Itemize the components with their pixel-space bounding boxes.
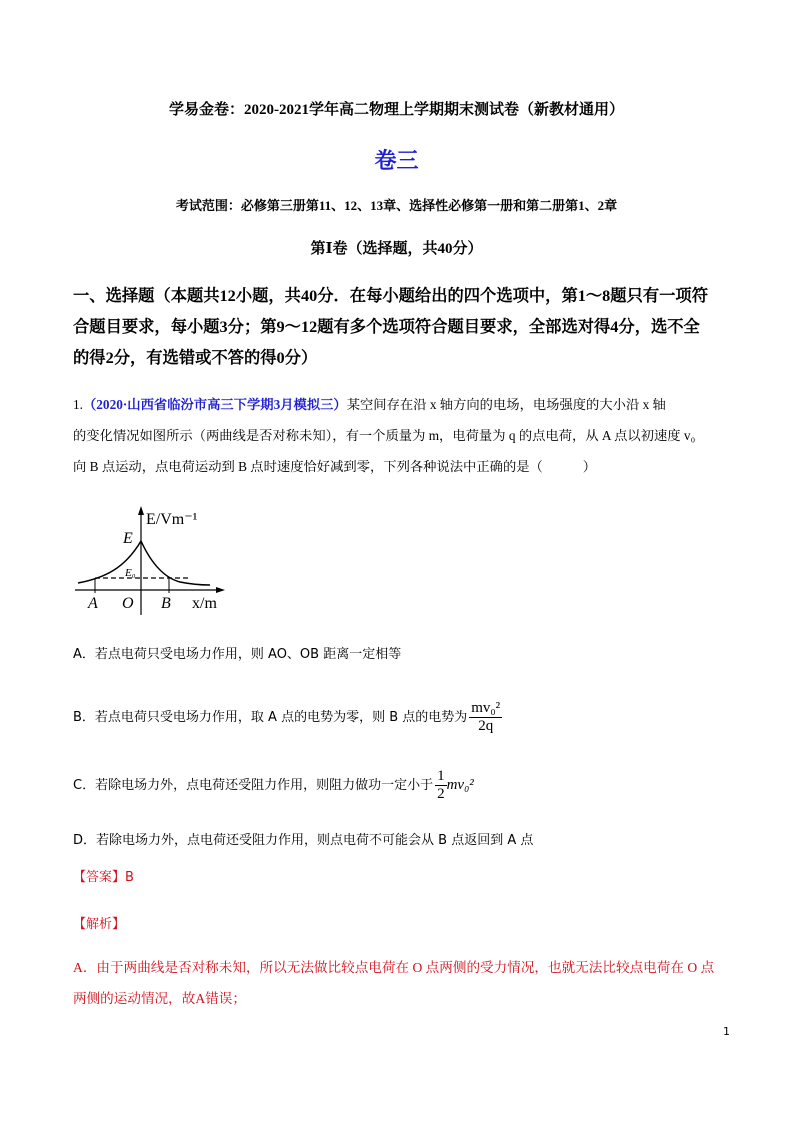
section-instruction-line: 一、选择题（本题共12小题，共40分．在每小题给出的四个选项中，第1～8题只有一项符	[73, 286, 708, 305]
fraction-denominator: 2	[437, 785, 445, 802]
option-b-fraction	[469, 700, 502, 734]
analysis-label: 【解析】	[73, 917, 126, 932]
section-instruction-line: 合题目要求，每小题3分；第9～12题有多个选项符合题目要求，全部选对得4分，选不全	[73, 317, 700, 336]
e0-label: E₀	[125, 567, 136, 579]
option-c	[73, 768, 474, 802]
question-text: 向 B 点运动，点电荷运动到 B 点时速度恰好减到零，下列各种说法中正确的是（ ）	[73, 459, 597, 474]
y-axis-arrow	[138, 506, 144, 515]
question-text: 的变化情况如图所示（两曲线是否对称未知），有一个质量为 m，电荷量为 q 的点电荷，从 A 点以初速度 v₀	[73, 428, 696, 443]
analysis-text: 两侧的运动情况，故A错误；	[73, 991, 246, 1006]
question-number: 1.	[73, 397, 83, 412]
fraction-denominator: 2q	[478, 717, 494, 734]
option-b-text: B．若点电荷只受电场力作用，取 A 点的电势为零，则 B 点的电势为	[73, 709, 468, 725]
volume-title: 卷三	[374, 148, 419, 173]
x-axis-label: x/m	[192, 595, 217, 612]
exam-scope: 考试范围：必修第三册第11、12、13章、选择性必修第一册和第二册第1、2章	[175, 198, 618, 213]
option-a: A．若点电荷只受电场力作用，则 AO、OB 距离一定相等	[73, 647, 402, 662]
answer-label: 【答案】B	[73, 870, 134, 885]
question-line	[73, 398, 666, 411]
option-c-expression: mv₀²	[446, 776, 474, 793]
fraction-numerator: mv₀²	[471, 700, 501, 716]
page-number: 1	[723, 1025, 730, 1038]
fraction-numerator: 1	[437, 768, 445, 784]
x-axis-arrow	[216, 587, 225, 593]
question-text: 某空间存在沿 x 轴方向的电场，电场强度的大小沿 x 轴	[346, 397, 666, 412]
point-b-label: B	[161, 595, 171, 612]
section-instruction-line: 的得2分，有选错或不答的得0分）	[73, 348, 318, 367]
y-axis-label: E/Vm⁻¹	[146, 511, 198, 528]
option-c-text: C．若除电场力外，点电荷还受阻力作用，则阻力做功一定小于	[73, 777, 434, 793]
electric-field-figure	[70, 503, 240, 618]
peak-label: E	[123, 530, 133, 547]
point-a-label: A	[88, 595, 98, 612]
point-o-label: O	[122, 595, 134, 612]
question-source: （2020·山西省临汾市高三下学期3月模拟三）	[82, 397, 347, 412]
document-title: 学易金卷：2020-2021学年高二物理上学期期末测试卷（新教材通用）	[169, 102, 624, 118]
analysis-text: A．由于两曲线是否对称未知，所以无法做比较点电荷在 O 点两侧的受力情况，也就无法比较点电荷在 O 点	[73, 960, 715, 975]
option-c-fraction	[435, 768, 447, 802]
option-b	[73, 700, 502, 734]
option-d: D．若除电场力外，点电荷还受阻力作用，则点电荷不可能会从 B 点返回到 A 点	[73, 833, 534, 848]
part-title: 第Ⅰ卷（选择题，共40分）	[310, 241, 483, 257]
